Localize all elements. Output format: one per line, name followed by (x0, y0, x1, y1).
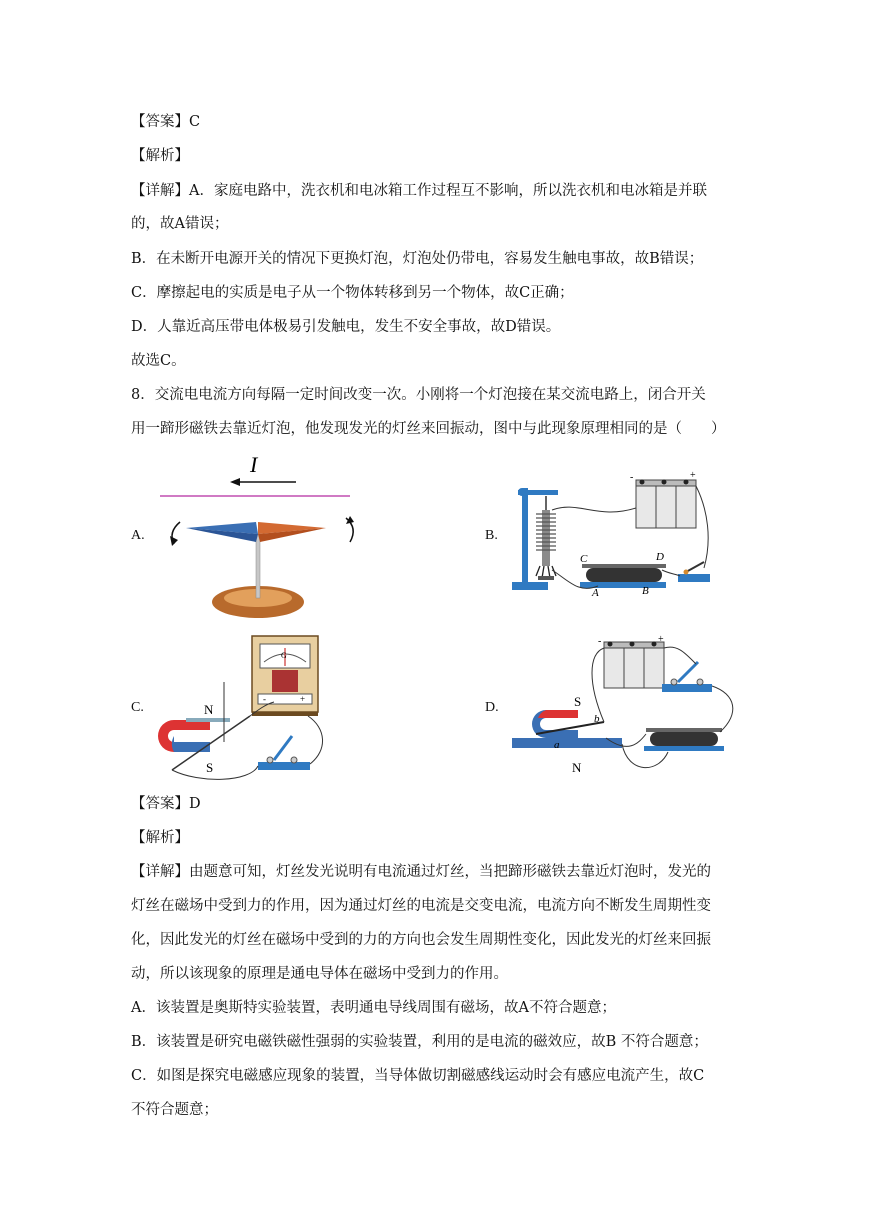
detail-q8-line4: 动，所以该现象的原理是通电导体在磁场中受到力的作用。 (131, 966, 508, 982)
detail-q7-b: B．在未断开电源开关的情况下更换灯泡，灯泡处仍带电，容易发生触电事故，故B错误； (131, 251, 704, 267)
answer-label-q7: 【答案】C (131, 114, 201, 130)
answer-label-q8: 【答案】D (131, 796, 201, 812)
detail-q8-line3: 化，因此发光的灯丝在磁场中受到的力的方向也会发生周期性变化，因此发光的灯丝来回振 (131, 932, 711, 948)
detail-q8-b: B．该装置是研究电磁铁磁性强弱的实验装置，利用的是电流的磁效应，故B 不符合题意； (131, 1034, 708, 1050)
option-a-label: A. (131, 528, 145, 543)
detail-q8-a: A．该装置是奥斯特实验装置，表明通电导线周围有磁场，故A不符合题意； (131, 1000, 616, 1016)
battery-b (636, 480, 696, 529)
analysis-label-q8: 【解析】 (131, 830, 189, 846)
rheostat-a-label: A (592, 587, 599, 599)
figure-a-oersted (150, 452, 365, 622)
coil (536, 510, 556, 578)
magnet-s-label: S (206, 760, 214, 775)
detail-q8-line2: 灯丝在磁场中受到力的作用，因为通过灯丝的电流是交变电流，电流方向不断发生周期性变 (131, 898, 711, 914)
detail-q7-line2: 的，故A错误； (131, 216, 229, 232)
analysis-label-q7: 【解析】 (131, 148, 189, 164)
question-8-stem-line2: 用一蹄形磁铁去靠近灯泡，他发现发光的灯丝来回振动，图中与此现象原理相同的是（ ） (131, 421, 726, 437)
conductor-b-label: b (594, 713, 600, 725)
detail-q7-line1: 【详解】A．家庭电路中，洗衣机和电冰箱工作过程互不影响，所以洗衣机和电冰箱是并联 (131, 183, 707, 199)
galvanometer-g-label: G (281, 651, 287, 660)
figure-b-electromagnet (508, 470, 723, 605)
figure-d-motor (508, 634, 743, 784)
rheostat-d (644, 728, 724, 751)
rheostat-b-label: B (642, 585, 649, 597)
magnet-n-label-d: N (572, 760, 582, 775)
option-c-label: C. (131, 700, 144, 715)
rheostat-c-label: C (580, 553, 588, 565)
battery-minus-b: - (630, 472, 634, 483)
battery-minus-d: - (598, 636, 602, 647)
galvanometer-plus: + (300, 694, 306, 704)
switch-c (258, 736, 310, 770)
current-label: I (250, 452, 258, 477)
battery-plus-b: + (690, 470, 696, 481)
detail-q7-d: D．人靠近高压带电体极易引发触电，发生不安全事故，故D错误。 (131, 319, 561, 335)
detail-q8-c-line2: 不符合题意； (131, 1102, 218, 1118)
figure-c-induction (150, 632, 330, 784)
choose-q7: 故选C。 (131, 353, 186, 369)
switch-d (662, 662, 712, 692)
detail-q7-c: C．摩擦起电的实质是电子从一个物体转移到另一个物体，故C正确； (131, 285, 574, 301)
detail-q8-c-line1: C．如图是探究电磁感应现象的装置，当导体做切割磁感线运动时会有感应电流产生，故C (131, 1068, 705, 1084)
battery-plus-d: + (658, 634, 664, 645)
magnet-n-label: N (204, 702, 214, 717)
detail-q8-line1: 【详解】由题意可知，灯丝发光说明有电流通过灯丝，当把蹄形磁铁去靠近灯泡时，发光的 (131, 864, 711, 880)
rheostat-d-label: D (656, 551, 664, 563)
rheostat-b (580, 564, 666, 588)
battery-d (604, 642, 664, 689)
stand-base (512, 582, 548, 590)
galvanometer (252, 636, 318, 716)
question-8-stem-line1: 8．交流电电流方向每隔一定时间改变一次。小刚将一个灯泡接在某交流电路上，闭合开关 (131, 387, 706, 403)
conductor-a-label: a (554, 739, 560, 751)
option-b-label: B. (485, 528, 498, 543)
magnet-s-label-d: S (574, 694, 582, 709)
horseshoe-magnet-c (158, 718, 230, 752)
option-d-label: D. (485, 700, 499, 715)
galvanometer-minus: - (263, 694, 266, 704)
